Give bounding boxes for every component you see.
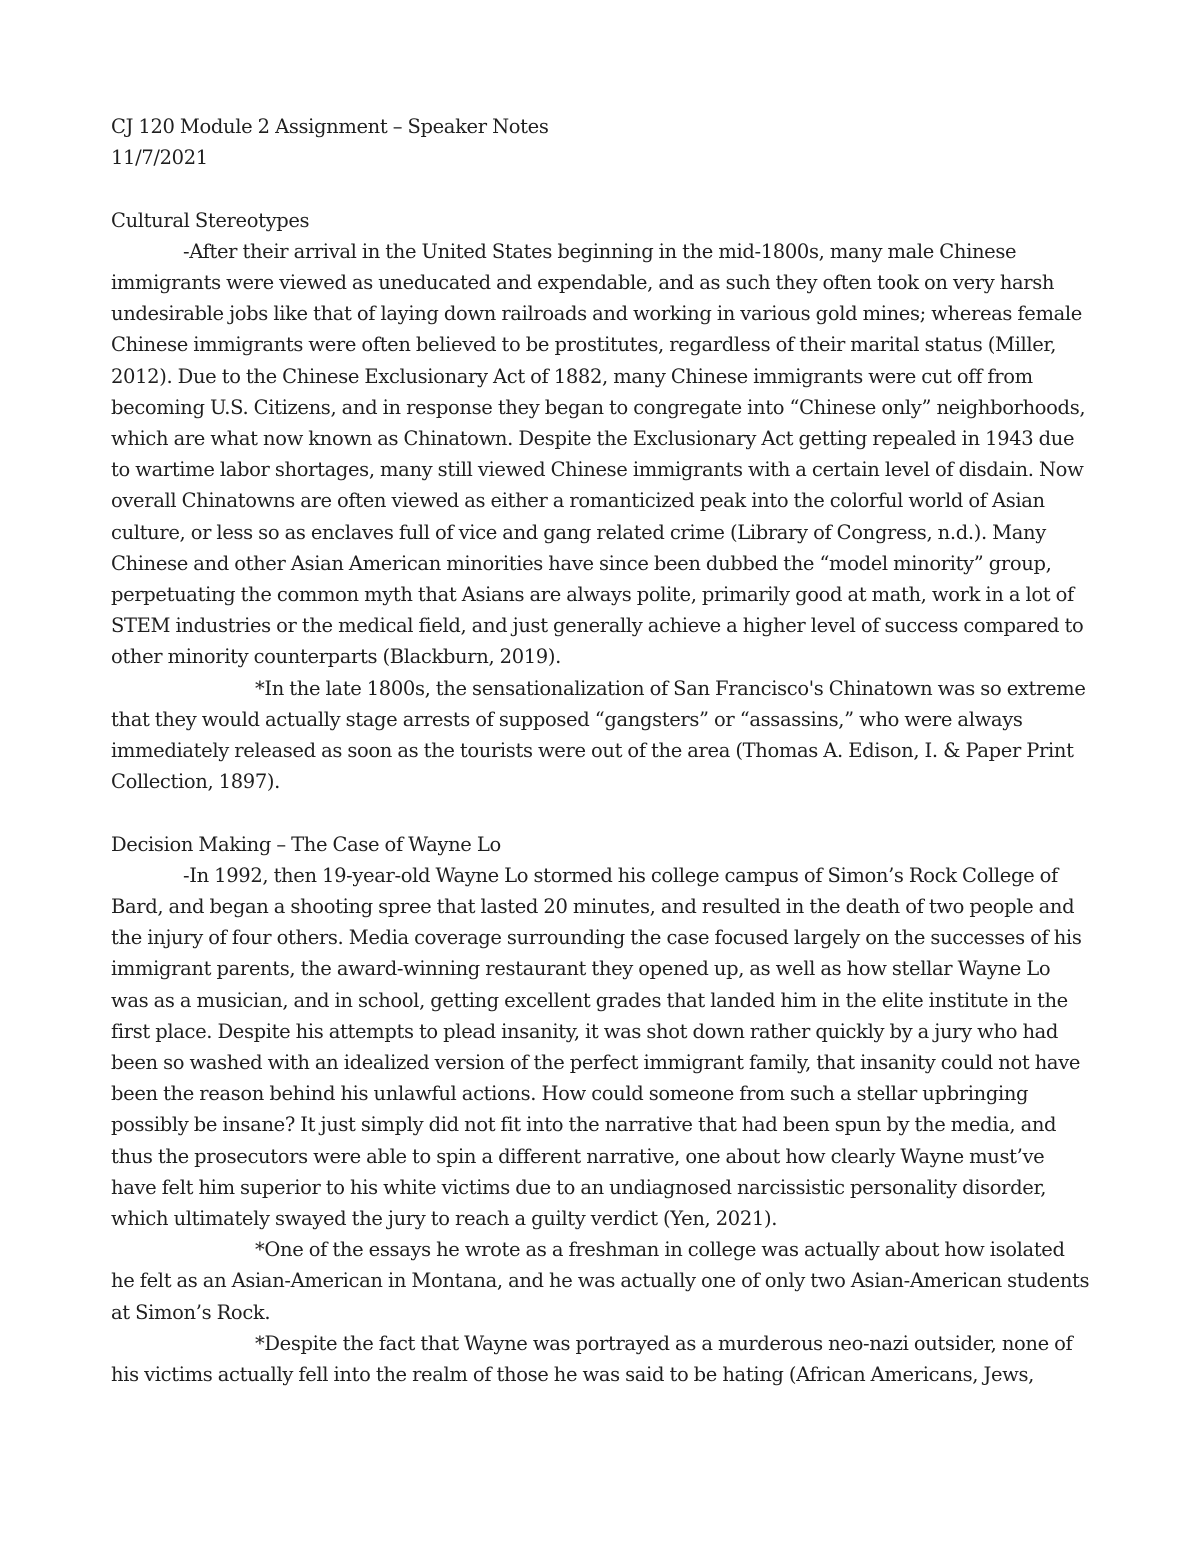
speaker-note: *One of the essays he wrote as a freshman in college was actually about how isolated he felt as an Asian-American in Montana, and he was actually one of only two Asian-American students at Simon’s Rock. bbox=[111, 1238, 1090, 1324]
blank-line bbox=[111, 173, 1091, 204]
section-body: -After their arrival in the United States beginning in the mid-1800s, many male Chinese immigrants were viewed as uneducated and expendable, and as such they often took on very harsh undesirable jobs like that of laying down railroads and working in various gold mines; whereas female Chinese immigrants were often believed to be prostitutes, regardless of their marital status (Miller, 2012). Due to the Chinese Exclusionary Act of 1882, many Chinese immigrants were cut off from becoming U.S. Citizens, and in response they began to congregate into “Chinese only” neighborhoods, which are what now known as Chinatown. Despite the Exclusionary Act getting repealed in 1943 due to wartime labor shortages, many still viewed Chinese immigrants with a certain level of disdain. Now overall Chinatowns are often viewed as either a romanticized peak into the colorful world of Asian culture, or less so as enclaves full of vice and gang related crime (Library of Congress, n.d.). Many Chinese and other Asian American minorities have since been dubbed the “model minority” group, perpetuating the common myth that Asians are always polite, primarily good at math, work in a lot of STEM industries or the medical field, and just generally achieve a higher level of success compared to other minority counterparts (Blackburn, 2019). bbox=[111, 239, 1086, 669]
section-heading: Cultural Stereotypes bbox=[111, 208, 310, 232]
speaker-note: *In the late 1800s, the sensationalization of San Francisco's Chinatown was so extreme that they would actually stage arrests of supposed “gangsters” or “assassins,” who were always immediately released as soon as the tourists were out of the area (Thomas A. Edison, I. & Paper Print Collection, 1897). bbox=[111, 676, 1086, 794]
document-page bbox=[111, 111, 1091, 1390]
document-date: 11/7/2021 bbox=[111, 146, 208, 170]
section-heading: Decision Making – The Case of Wayne Lo bbox=[111, 832, 501, 856]
speaker-note: *Despite the fact that Wayne was portrayed as a murderous neo-nazi outsider, none of his victims actually fell into the realm of those he was said to be hating (African Americans, Jews, bbox=[111, 1331, 1073, 1387]
section-body: -In 1992, then 19-year-old Wayne Lo stormed his college campus of Simon’s Rock College of Bard, and began a shooting spree that lasted 20 minutes, and resulted in the death of two people and the injury of four others. Media coverage surrounding the case focused largely on the successes of his immigrant parents, the award-winning restaurant they opened up, as well as how stellar Wayne Lo was as a musician, and in school, getting excellent grades that landed him in the elite institute in the first place. Despite his attempts to plead insanity, it was shot down rather quickly by a jury who had been so washed with an idealized version of the perfect immigrant family, that insanity could not have been the reason behind his unlawful actions. How could someone from such a stellar upbringing possibly be insane? It just simply did not fit into the narrative that had been spun by the media, and thus the prosecutors were able to spin a different narrative, one about how clearly Wayne must’ve have felt him superior to his white victims due to an undiagnosed narcissistic personality disorder, which ultimately swayed the jury to reach a guilty verdict (Yen, 2021). bbox=[111, 863, 1082, 1231]
blank-line bbox=[111, 797, 1091, 828]
document-title: CJ 120 Module 2 Assignment – Speaker Notes bbox=[111, 115, 549, 138]
